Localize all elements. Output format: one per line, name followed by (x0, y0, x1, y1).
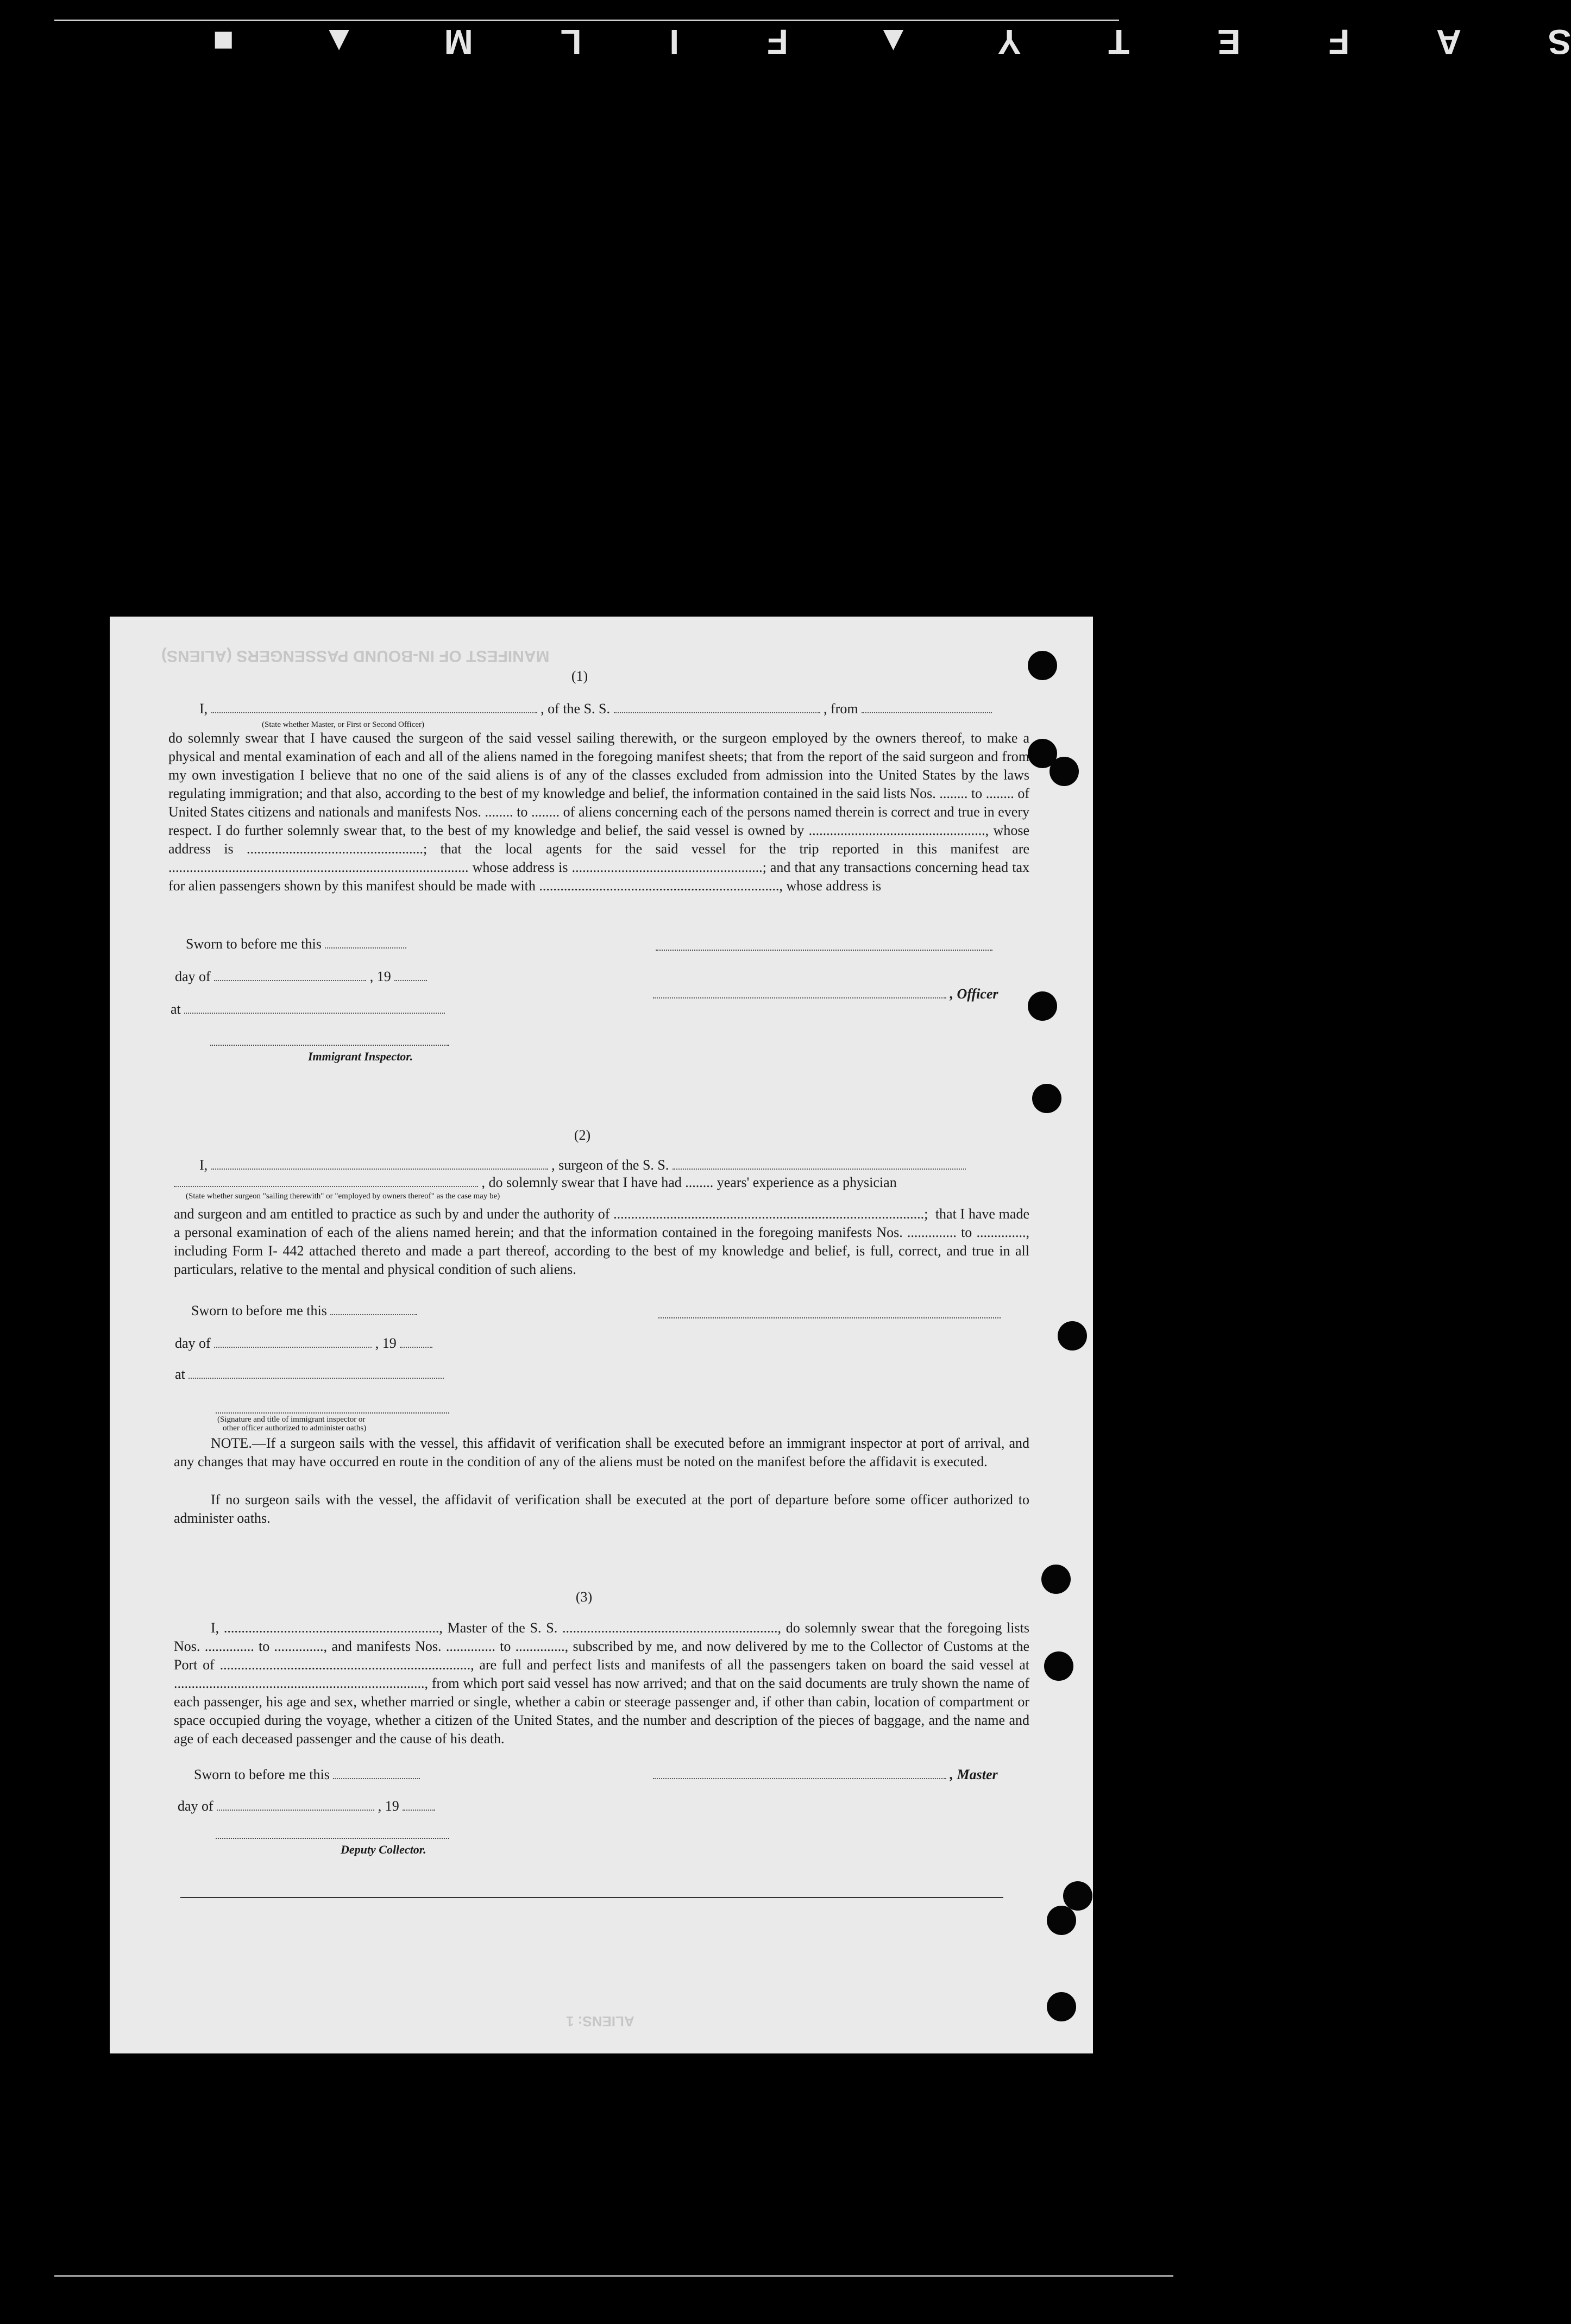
punch-hole (1050, 757, 1079, 786)
section-3-body: I, ............................................................., Master of the S. S. ............................................................., do solemnly swear that the foregoing lists Nos. .............. to .............., and manifests Nos. .............. to .............., subscribed by me, and now delivered by me to the Collector of Customs at the Port of ......................................................................., are full and perfect lists and manifests of all the passengers taken on board the said vessel at ......................................................................., from which port said vessel has now arrived; and that on the said documents are truly shown the name of each passenger, his age and sex, whether married or single, whether a cabin or steerage passenger and, if other than cabin, location of compartment or space occupied during the voyage, whether a citizen of the United States, and the number and description of the pieces of baggage, and the name and age of each deceased passenger and the cause of his death. (174, 1620, 1033, 1747)
section-2-sworn: Sworn to before me this (191, 1303, 417, 1319)
officer-signature-blank (653, 988, 946, 998)
surgeon-name-blank (211, 1159, 548, 1170)
vessel-name-blank (614, 702, 820, 713)
section-3-sworn: Sworn to before me this (194, 1767, 420, 1783)
master-label: , Master (950, 1767, 998, 1782)
film-bottom-line (54, 2275, 1173, 2277)
section-1-state-note: (State whether Master, or First or Second Officer) (262, 720, 425, 729)
section-1-sworn: Sworn to before me this (186, 936, 406, 952)
officer-label: , Officer (950, 986, 998, 1002)
section-1-day-of: day of , 19 (175, 969, 427, 985)
punch-hole (1047, 1992, 1076, 2021)
section-2-sig-note-2: other officer authorized to administer oaths) (223, 1424, 367, 1433)
surgeon-status-blank (174, 1176, 478, 1187)
section-3-number: (3) (575, 1589, 593, 1605)
bleed-through-footer: ALIENS: 1 (566, 2013, 634, 2030)
bottom-rule (180, 1897, 1003, 1898)
section-1-first-line (199, 701, 992, 717)
punch-hole (1041, 1565, 1071, 1594)
deputy-collector-label: Deputy Collector. (341, 1843, 426, 1856)
inspector-signature-line (210, 1045, 449, 1046)
section-2-first-line: I, , surgeon of the S. S. (199, 1157, 966, 1173)
section-2-signature-line (658, 1317, 1001, 1318)
note-label: NOTE. (211, 1435, 252, 1451)
master-signature-blank (653, 1768, 946, 1779)
section-1-number: (1) (571, 668, 588, 684)
sworn-date-blank (330, 1304, 417, 1315)
film-edge-line (54, 20, 1119, 21)
section-2-number: (2) (574, 1127, 591, 1143)
section-1-i: I, (199, 701, 208, 717)
section-3-day-of: day of , 19 (178, 1798, 435, 1814)
section-2-day-of: day of , 19 (175, 1335, 432, 1352)
punch-hole (1044, 1651, 1073, 1681)
day-blank (214, 970, 366, 981)
punch-hole (1047, 1906, 1076, 1935)
surgeon-vessel-blank (673, 1159, 966, 1170)
film-strip (0, 0, 1571, 81)
section-2-sig-note-1: (Signature and title of immigrant inspector or (217, 1415, 366, 1424)
section-1-from: , from (824, 701, 858, 717)
section-2-second-line: , do solemnly swear that I have had ........ years' experience as a physician (174, 1174, 897, 1191)
section-3-master (653, 1767, 998, 1783)
sworn-date-blank (325, 938, 406, 949)
punch-hole (1063, 1881, 1092, 1911)
safety-film-text: S A F E T Y ▲ F I L M ▲ ■ (174, 22, 1571, 61)
document-page (110, 617, 1093, 2053)
port-from-blank (862, 702, 992, 713)
officer-name-blank (211, 702, 537, 713)
year-blank (400, 1337, 432, 1348)
punch-hole (1028, 991, 1057, 1021)
bleed-through-header: MANIFEST OF IN-BOUND PASSENGERS (ALIENS) (161, 647, 550, 665)
section-1-at: at (171, 1001, 445, 1017)
punch-hole (1032, 1084, 1061, 1113)
section-2-note: NOTE.—If a surgeon sails with the vessel, this affidavit of verification shall be executed before an immigrant inspector at port of arrival, and any changes that may have occurred en route in the condition of any of the aliens must be noted on the manifest before the affidavit is executed. (174, 1435, 1033, 1469)
day-blank (217, 1800, 374, 1811)
section-1-of-ss: , of the S. S. (541, 701, 611, 717)
punch-hole (1028, 651, 1057, 680)
section-2-body: and surgeon and am entitled to practice as such by and under the authority of ........................................................................................; that I have made a personal examination of each of the aliens named herein; and that the information contained in the foregoing manifests Nos. .............. to .............., including Form I- 442 attached thereto and made a part thereof, according to the best of my knowledge and belief, is full, correct, and true in all particulars, relative to the mental and physical condition of such aliens. (174, 1206, 1033, 1277)
immigrant-inspector-label: Immigrant Inspector. (308, 1050, 413, 1063)
section-2-note-2: If no surgeon sails with the vessel, the affidavit of verification shall be executed at the port of departure before some officer authorized to administer oaths. (174, 1492, 1033, 1526)
section-2-inspector-line (216, 1412, 449, 1414)
section-1-signature-line (656, 950, 992, 951)
year-blank (403, 1800, 435, 1811)
day-blank (214, 1337, 372, 1348)
at-place-blank (184, 1003, 445, 1014)
at-place-blank (188, 1368, 444, 1379)
section-2-at: at (175, 1366, 444, 1383)
sworn-date-blank (333, 1768, 420, 1779)
section-1-body: do solemnly swear that I have caused the surgeon of the said vessel sailing therewith, or the surgeon employed by the owners thereof, to make a physical and mental examination of each and all of the aliens named in the foregoing manifest sheets; that from the report of the said surgeon and from my own investigation I believe that no one of the said aliens is of any of the classes excluded from admission into the United States by the laws regulating immigration; and that also, according to the best of my knowledge and belief, the information contained in the said lists Nos. ........ to ........ of United States citizens and nationals and manifests Nos. ........ to ........ of aliens concerning each of the persons named therein is correct and true in every respect. I do further solemnly swear that, to the best of my knowledge and belief, the said vessel is owned by .................................................., whose address is ..................................................; that the local agents for the said vessel for the trip reported in this manifest are ..................................................................................... whose address is ......................................................; and that any transactions concerning head tax for alien passengers shown by this manifest should be made with ...................................................................., whose address is (168, 730, 1033, 894)
deputy-collector-line (216, 1838, 449, 1839)
section-2-state-note: (State whether surgeon "sailing therewith" or "employed by owners thereof" as the case may be) (186, 1192, 500, 1201)
punch-hole (1058, 1321, 1087, 1351)
section-1-officer (653, 986, 998, 1002)
year-blank (394, 970, 427, 981)
